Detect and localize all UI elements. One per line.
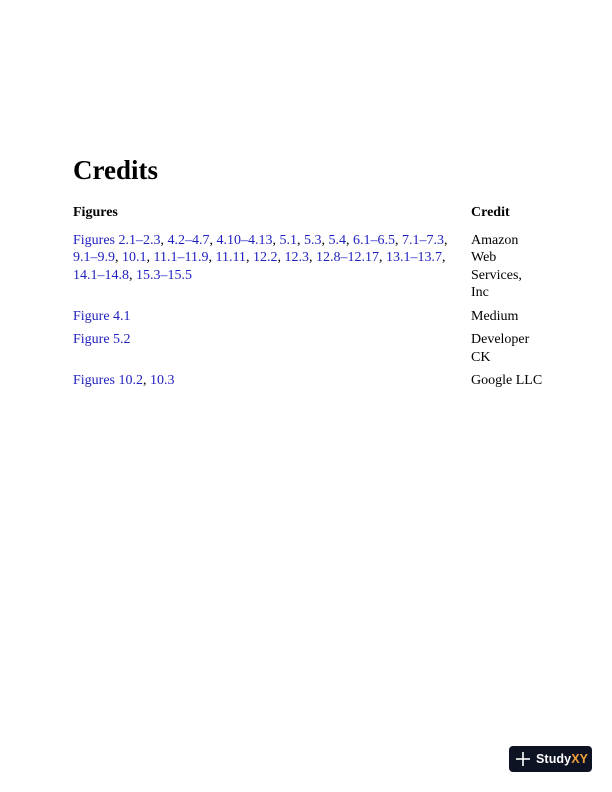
table-header-row [73,204,543,232]
plus-logo-icon [515,751,531,767]
badge-label [536,752,588,766]
figure-link[interactable]: 5.4 [328,232,346,248]
figure-separator: , [143,373,150,388]
figure-link[interactable]: 12.2 [252,250,278,265]
figure-link[interactable]: 11.1–11.9 [153,250,209,265]
figure-separator: , [129,267,136,283]
credit-cell: Google LLC [471,373,543,388]
figure-separator: , [209,232,217,248]
figure-link[interactable]: 4.2–4.7 [167,232,210,248]
figure-separator: , [277,250,285,265]
figure-link[interactable]: 7.1–7.3 [402,232,444,248]
figures-cell [73,308,471,332]
figure-link[interactable]: 10.3 [150,373,175,388]
figure-link[interactable]: Figures 10.2 [73,373,143,388]
credit-cell: Developer CK [471,332,530,365]
column-header-figures: Figures [73,205,118,220]
figure-link[interactable]: 5.1 [279,232,297,248]
figure-separator: , [272,232,280,248]
figure-separator: , [378,250,386,265]
figure-separator: , [160,232,168,248]
figure-link[interactable]: 12.8–12.17 [315,250,379,265]
figure-link[interactable]: Figure 5.2 [73,332,131,347]
figure-separator: , [346,232,353,248]
figures-cell [73,232,471,308]
figure-separator: , [321,232,329,248]
figure-link[interactable]: Figure 4.1 [73,308,131,324]
page-title: Credits [73,155,158,185]
figures-cell [73,372,471,396]
figure-link[interactable]: 15.3–15.5 [136,267,192,283]
figure-link[interactable]: Figures 2.1–2.3 [73,232,161,248]
figure-link[interactable]: 13.1–13.7 [385,250,442,265]
figure-link[interactable]: 6.1–6.5 [353,232,395,248]
studyxy-badge[interactable] [509,746,592,772]
figure-separator: , [444,232,448,248]
credits-table-body [73,232,543,396]
figure-separator: , [308,250,316,265]
table-row [73,308,543,332]
figure-link[interactable]: 10.1 [122,250,147,265]
credits-table [73,204,543,396]
credit-cell: Amazon Web Services, Inc [471,232,522,300]
figures-cell [73,331,471,372]
figure-separator: , [146,250,154,265]
figure-separator: , [115,250,122,265]
table-row [73,331,543,372]
figure-separator: , [395,232,402,248]
column-header-credit: Credit [471,205,510,220]
figure-separator: , [208,250,216,265]
table-row [73,372,543,396]
figure-link[interactable]: 5.3 [304,232,322,248]
table-row [73,232,543,308]
figure-separator: , [245,250,253,265]
credit-cell: Medium [471,308,519,324]
figure-link[interactable]: 9.1–9.9 [73,250,115,265]
badge-label-accent: XY [571,752,589,766]
figure-separator: , [441,250,446,265]
figure-link[interactable]: 11.11 [215,250,246,265]
figure-link[interactable]: 12.3 [284,250,309,265]
figure-link[interactable]: 14.1–14.8 [73,267,129,283]
figure-link[interactable]: 4.10–4.13 [216,232,273,248]
figure-separator: , [297,232,304,248]
badge-label-main: Study [536,752,572,766]
